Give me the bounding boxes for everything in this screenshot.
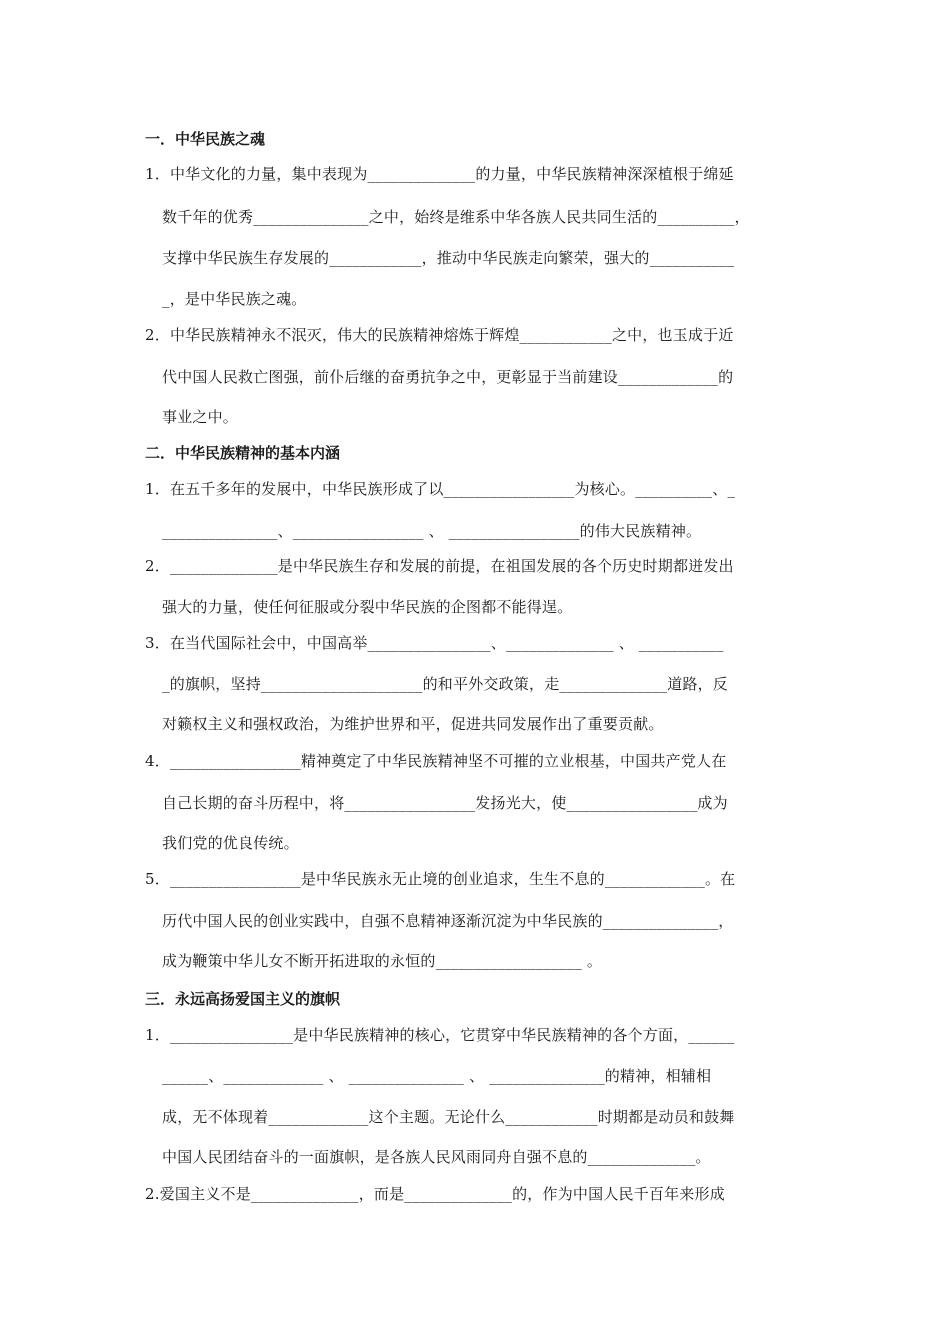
question-line: 历代中国人民的创业实践中，自强不息精神逐渐沉淀为中华民族的_______________， bbox=[162, 912, 734, 930]
question-line: 数千年的优秀_______________之中，始终是维系中华各族人民共同生活的__________， bbox=[162, 208, 750, 226]
question-line: 1．中华文化的力量，集中表现为______________的力量，中华民族精神深深植根于绵延 bbox=[145, 165, 734, 183]
question-line: 强大的力量，使任何征服或分裂中华民族的企图都不能得逞。 bbox=[162, 598, 573, 616]
question-line: 3．在当代国际社会中，中国高举________________、______________ 、 ___________ bbox=[145, 634, 724, 652]
question-line: 代中国人民救亡图强，前仆后继的奋勇抗争之中，更彰显于当前建设_____________的 bbox=[162, 368, 734, 386]
section-heading: 三．永远高扬爱国主义的旗帜 bbox=[145, 990, 341, 1008]
question-line: _______________、_________________ 、 _________________的伟大民族精神。 bbox=[162, 522, 702, 540]
question-line: _的旗帜，坚持_____________________的和平外交政策，走______________道路，反 bbox=[162, 675, 729, 693]
question-line: _，是中华民族之魂。 bbox=[162, 290, 307, 308]
question-line: 自己长期的奋斗历程中，将_________________发扬光大，使_________________成为 bbox=[162, 794, 728, 812]
question-line: 2．______________是中华民族生存和发展的前提，在祖国发展的各个历史时期都迸发出 bbox=[145, 557, 734, 575]
question-line: 成为鞭策中华儿女不断开拓进取的永恒的___________________ 。 bbox=[162, 952, 603, 970]
question-line: 4．_________________精神奠定了中华民族精神坚不可摧的立业根基，中国共产党人在 bbox=[145, 752, 727, 770]
question-line: 中国人民团结奋斗的一面旗帜，是各族人民风雨同舟自强不息的______________。 bbox=[162, 1148, 711, 1166]
question-line: 事业之中。 bbox=[162, 408, 239, 426]
question-line: 支撑中华民族生存发展的____________，推动中华民族走向繁荣，强大的___________ bbox=[162, 249, 735, 267]
question-line: 2．中华民族精神永不泯灭，伟大的民族精神熔炼于辉煌____________之中，也玉成于近 bbox=[145, 326, 734, 344]
question-line: 2.爱国主义不是______________，而是______________的，作为中国人民千百年来形成 bbox=[145, 1185, 725, 1203]
question-line: 1．在五千多年的发展中，中华民族形成了以_________________为核心。__________、_ bbox=[145, 480, 736, 498]
section-heading: 一．中华民族之魂 bbox=[145, 130, 266, 148]
question-line: 5．_________________是中华民族永无止境的创业追求，生生不息的_____________。在 bbox=[145, 870, 736, 888]
question-line: 我们党的优良传统。 bbox=[162, 834, 299, 852]
question-line: ______、_____________ 、 _______________ 、 _______________的精神，相辅相 bbox=[162, 1067, 712, 1085]
question-line: 1．________________是中华民族精神的核心，它贯穿中华民族精神的各个方面，______ bbox=[145, 1026, 735, 1044]
question-line: 对籁权主义和强权政治，为维护世界和平，促进共同发展作出了重要贡献。 bbox=[162, 715, 664, 733]
section-heading: 二．中华民族精神的基本内涵 bbox=[145, 444, 341, 462]
question-line: 成，无不体现着_____________这个主题。无论什么____________时期都是动员和鼓舞 bbox=[162, 1108, 735, 1126]
